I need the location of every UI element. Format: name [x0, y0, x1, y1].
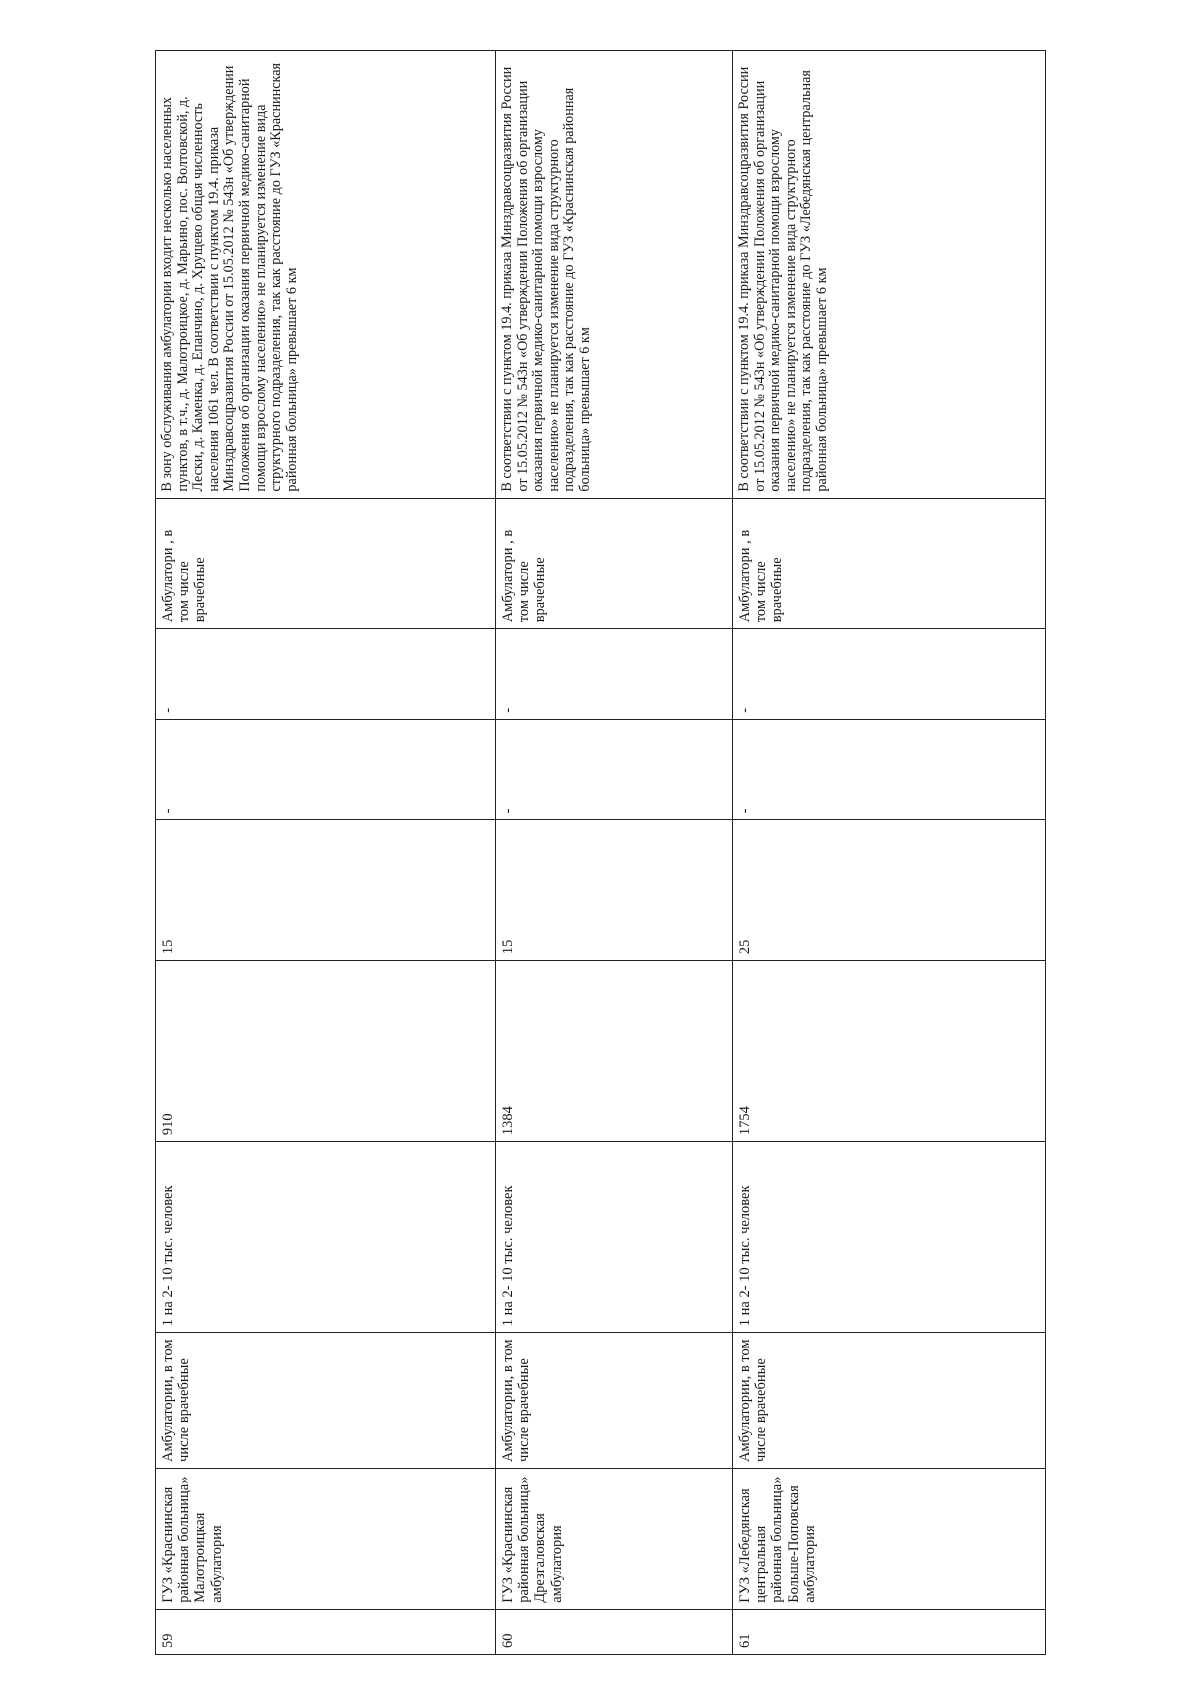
- value-b: -: [733, 629, 1046, 720]
- organization-name: ГУЗ «Краснинская районная больница» Малотроицкая амбулатория: [156, 1468, 496, 1609]
- note: В соответствии с пунктом 19.4. приказа Минздравсоцразвития России от 15.05.2012 № 543н «Об утверждении Положения об организации оказания первичной медико-санитарной помощи взрослому населению» не планируется изменение вида структурного подразделения, так как расстояние до ГУЗ «Краснинская районная больница» превышает 6 км: [496, 51, 733, 499]
- table-row: [156, 51, 496, 1655]
- distance: 25: [733, 820, 1046, 961]
- facilities-table: [155, 50, 1046, 1655]
- facility-type: Амбулатории, в том числе врачебные: [156, 1333, 496, 1469]
- value-b: -: [496, 629, 733, 720]
- table-row: [733, 51, 1046, 1655]
- row-number: 59: [156, 1609, 496, 1654]
- value-a: -: [156, 719, 496, 820]
- planned-type: Амбулатори , в том числе врачебные: [496, 498, 733, 629]
- norm: 1 на 2- 10 тыс. человек: [733, 1142, 1046, 1333]
- table-row: [496, 51, 733, 1655]
- organization-name: ГУЗ «Краснинская районная больница» Дрезгаловская амбулатория: [496, 1468, 733, 1609]
- note: В зону обслуживания амбулатории входит несколько населенных пунктов, в т.ч., д. Малотроицкое, д. Марьино, пос. Волтовской, д. Лески, д. Каменка, д. Епанчино, д. Хрущево общая численность населения 1061 чел. В соответствии с пунктом 19.4. приказа Минздравсоцразвития России от 15.05.2012 № 543н «Об утверждении Положения об организации оказания первичной медико-санитарной помощи взрослому населению» не планируется изменение вида структурного подразделения, так как расстояние до ГУЗ «Краснинская районная больница» превышает 6 км: [156, 51, 496, 499]
- facility-type: Амбулатории, в том числе врачебные: [733, 1333, 1046, 1469]
- distance: 15: [156, 820, 496, 961]
- row-number: 61: [733, 1609, 1046, 1654]
- row-number: 60: [496, 1609, 733, 1654]
- norm: 1 на 2- 10 тыс. человек: [496, 1142, 733, 1333]
- norm: 1 на 2- 10 тыс. человек: [156, 1142, 496, 1333]
- value-a: -: [733, 719, 1046, 820]
- population: 1384: [496, 961, 733, 1142]
- planned-type: Амбулатори , в том числе врачебные: [156, 498, 496, 629]
- planned-type: Амбулатори , в том числе врачебные: [733, 498, 1046, 629]
- population: 1754: [733, 961, 1046, 1142]
- organization-name: ГУЗ «Лебедянская центральная районная больница» Больше-Поповская амбулатория: [733, 1468, 1046, 1609]
- value-a: -: [496, 719, 733, 820]
- value-b: -: [156, 629, 496, 720]
- note: В соответствии с пунктом 19.4. приказа Минздравсоцразвития России от 15.05.2012 № 543н «Об утверждении Положения об организации оказания первичной медико-санитарной помощи взрослому населению» не планируется изменение вида структурного подразделения, так как расстояние до ГУЗ «Лебедянская центральная районная больница» превышает 6 км: [733, 51, 1046, 499]
- facility-type: Амбулатории, в том числе врачебные: [496, 1333, 733, 1469]
- distance: 15: [496, 820, 733, 961]
- population: 910: [156, 961, 496, 1142]
- rotated-page: [155, 50, 1045, 1655]
